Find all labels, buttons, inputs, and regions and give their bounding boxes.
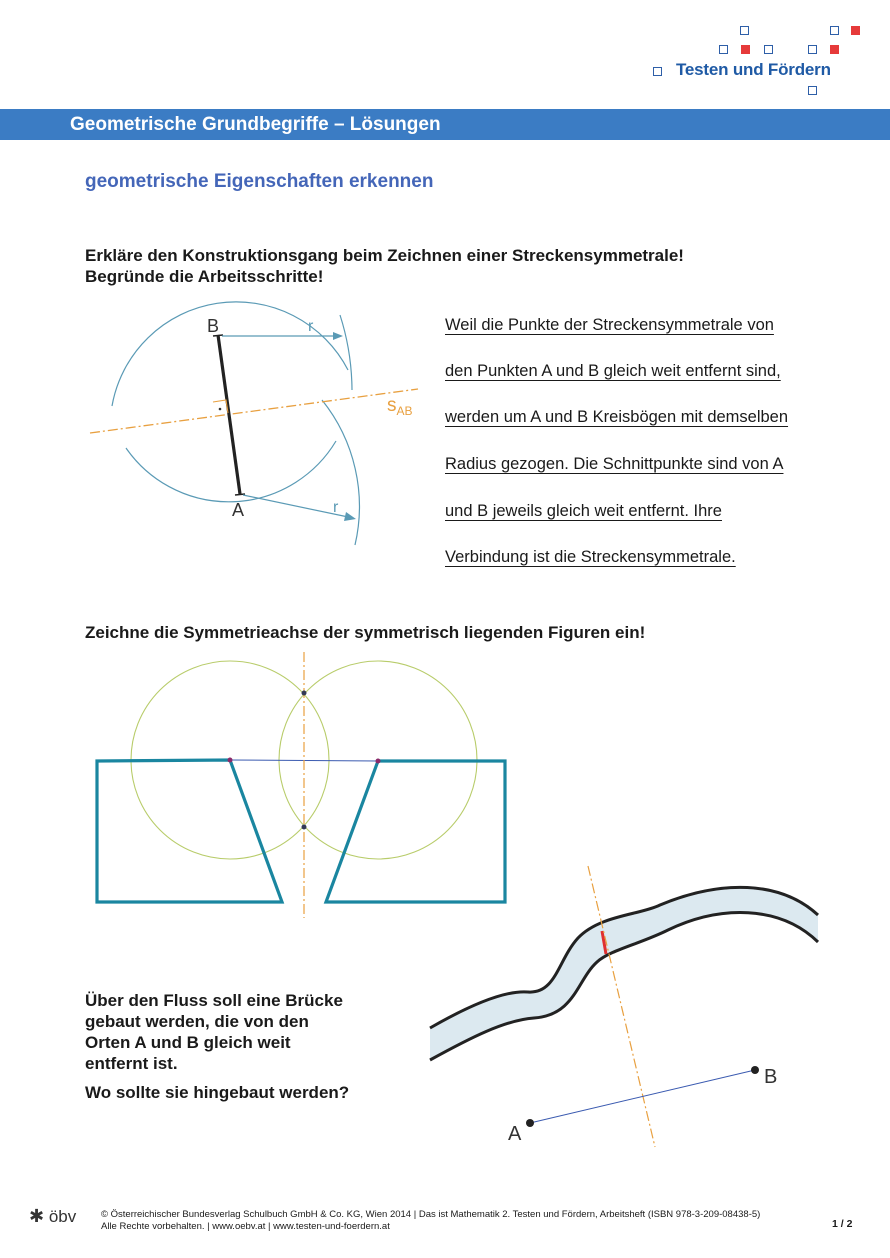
answer-line-4: Radius gezogen. Die Schnittpunkte sind von A [445,455,784,473]
answer-line-3: werden um A und B Kreisbögen mit demselben [445,408,789,426]
answer-line-6: Verbindung ist die Streckensymmetrale. [445,548,736,566]
river-label-b: B [764,1066,778,1088]
task3-question-line1: Über den Fluss soll eine Brücke [85,991,343,1010]
intersection-point-bottom [302,825,307,830]
vertex-point-right [376,759,381,764]
bisector-line [90,389,418,433]
label-r-top: r [308,318,314,335]
river-bisector [588,866,655,1147]
footer-rights: Alle Rechte vorbehalten. | www.oebv.at | www.testen-und-foerdern.at [101,1221,390,1232]
right-angle-dot [219,408,222,411]
label-s-sub: AB [396,404,413,418]
intersection-point-top [302,691,307,696]
answer-line-5: und B jeweils gleich weit entfernt. Ihre [445,502,722,520]
label-r-bottom: r [333,499,339,516]
publisher-star-icon: ✱ [29,1206,45,1226]
label-b: B [207,316,220,336]
arc-large-right-lower [322,400,359,545]
task3-question-line2: gebaut werden, die von den [85,1012,309,1031]
answer-line-2: den Punkten A und B gleich weit entfernt sind, [445,362,781,380]
river-segment-ab [530,1070,755,1123]
task1-question-line2: Begründe die Arbeitsschritte! [85,267,324,286]
task3-question-line4: entfernt ist. [85,1054,178,1073]
task3-question-line3: Orten A und B gleich weit [85,1033,291,1052]
task3-question [85,990,343,1074]
point-a [526,1119,534,1127]
arrowhead-b [333,332,343,340]
arrowhead-a [344,512,356,521]
task3-question2: Wo sollte sie hingebaut werden? [85,1083,350,1102]
task1-question-line1: Erkläre den Konstruktionsgang beim Zeichnen einer Streckensymmetrale! [85,246,684,265]
label-s-main: s [387,395,397,416]
section-title: geometrische Eigenschaften erkennen [85,171,434,192]
point-b [751,1066,759,1074]
answer-line-1: Weil die Punkte der Streckensymmetrale von [445,316,774,334]
logo-text: Testen und Fördern [676,60,831,79]
page-number: 1 / 2 [832,1218,853,1230]
page-title: Geometrische Grundbegriffe – Lösungen [70,114,441,135]
label-a: A [232,500,245,520]
task2-question: Zeichne die Symmetrieachse der symmetrisch liegenden Figuren ein! [85,623,646,642]
label-s [387,395,413,418]
left-figure [97,760,282,902]
vertex-point-left [228,758,233,763]
right-angle-mark [213,400,228,413]
publisher-logo-text: öbv [48,1207,77,1226]
right-figure [326,761,505,902]
footer-copyright: © Österreichischer Bundesverlag Schulbuch GmbH & Co. KG, Wien 2014 | Das ist Mathematik 2. Testen und Fördern, Arbeitsheft (ISBN 978-3-209-08438-5) [101,1209,761,1220]
publisher-logo [29,1206,76,1227]
segment-ab [218,335,240,494]
arc-large-right [340,315,352,390]
river-label-a: A [508,1123,522,1145]
arc-around-b [126,441,336,502]
